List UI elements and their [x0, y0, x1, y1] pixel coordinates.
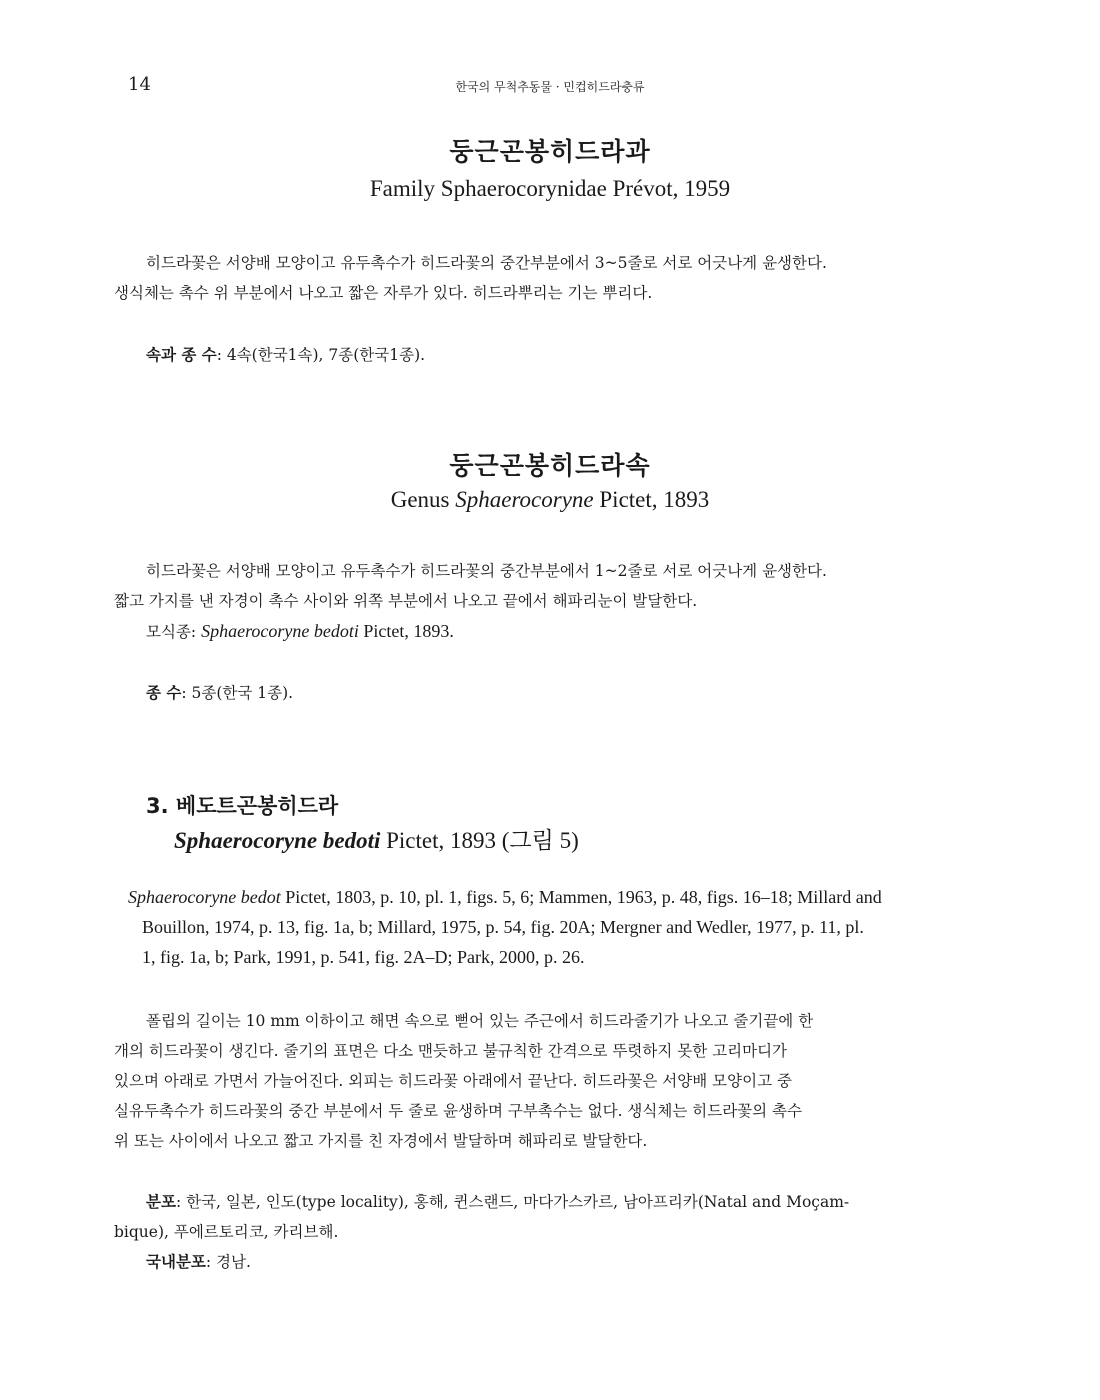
distribution-text: : 한국, 일본, 인도(type locality), 홍해, 퀸스랜드, 마다가스카르, 남아프리카(Natal and Moçam- — [175, 1193, 850, 1211]
synonymy-line-text: Pictet, 1803, p. 10, pl. 1, figs. 5, 6; Mammen, 1963, p. 48, figs. 16–18; Millard and — [280, 887, 882, 907]
genus-description — [114, 556, 976, 647]
genus-latin-prefix: Genus — [390, 487, 456, 512]
species-description-line: 폴립의 길이는 10 mm 이하이고 해면 속으로 뻗어 있는 주근에서 히드라줄기가 나오고 줄기끝에 한 — [146, 1012, 814, 1030]
synonymy — [128, 882, 978, 972]
species-latin-suffix: Pictet, 1893 (그림 5) — [380, 828, 579, 853]
distribution — [114, 1187, 976, 1277]
domestic-value: : 경남. — [205, 1253, 251, 1271]
species-description-line: 있으며 아래로 가면서 가늘어진다. 외피는 히드라꽃 아래에서 끝난다. 히드라꽃은 서양배 모양이고 중 — [114, 1072, 792, 1090]
species-korean-line — [146, 790, 579, 820]
genus-latin-suffix: Pictet, 1893 — [593, 487, 710, 512]
species-description-line: 위 또는 사이에서 나오고 짧고 가지를 친 자경에서 발달하며 해파리로 발달한다. — [114, 1132, 648, 1150]
distribution-line: bique), 푸에르토리코, 카리브해. — [114, 1223, 339, 1241]
family-description — [114, 248, 976, 308]
domestic-label: 국내분포 — [146, 1253, 206, 1271]
genus-latin-genus: Sphaerocoryne — [455, 487, 594, 512]
type-species — [114, 616, 976, 647]
family-description-line: 생식체는 촉수 위 부분에서 나오고 짧은 자루가 있다. 히드라뿌리는 기는 뿌리다. — [114, 284, 653, 302]
family-latin-name: Family Sphaerocorynidae Prévot, 1959 — [369, 176, 731, 201]
type-species-suffix: Pictet, 1893. — [358, 621, 454, 641]
family-korean-name: 둥근곤봉히드라과 — [449, 137, 651, 166]
family-count-value: : 4속(한국1속), 7종(한국1종). — [216, 346, 426, 364]
distribution-line — [114, 1187, 976, 1217]
family-description-line: 히드라꽃은 서양배 모양이고 유두촉수가 히드라꽃의 중간부분에서 3~5줄로 서로 어긋나게 윤생한다. — [146, 254, 827, 272]
species-heading — [146, 790, 579, 855]
domestic-distribution — [114, 1247, 976, 1277]
synonymy-line: Bouillon, 1974, p. 13, fig. 1a, b; Millard, 1975, p. 54, fig. 20A; Mergner and Wedler, 1977, p. 11, pl. — [142, 917, 864, 937]
genus-count-label: 종 수 — [146, 684, 182, 702]
genus-latin-name — [0, 487, 1100, 513]
species-description-line: 개의 히드라꽃이 생긴다. 줄기의 표면은 다소 맨듯하고 불규칙한 간격으로 뚜렷하지 못한 고리마디가 — [114, 1042, 788, 1060]
synonymy-line — [128, 882, 978, 912]
distribution-label: 분포 — [146, 1193, 176, 1211]
genus-count — [146, 681, 293, 703]
type-species-name: Sphaerocoryne bedoti — [201, 621, 359, 641]
genus-korean-name: 둥근곤봉히드라속 — [449, 451, 651, 480]
family-count-label: 속과 종 수 — [146, 346, 217, 364]
species-description-line: 실유두촉수가 히드라꽃의 중간 부분에서 두 줄로 윤생하며 구부촉수는 없다. 생식체는 히드라꽃의 촉수 — [114, 1102, 802, 1120]
species-description — [114, 1006, 976, 1156]
genus-count-value: : 5종(한국 1종). — [181, 684, 294, 702]
type-species-label: 모식종: — [146, 623, 202, 641]
species-korean-name: 베도트곤봉히드라 — [175, 794, 339, 818]
synonymy-line: 1, fig. 1a, b; Park, 1991, p. 541, fig. 2A–D; Park, 2000, p. 26. — [142, 947, 585, 967]
running-title: 한국의 무척추동물 · 민컵히드라충류 — [455, 80, 645, 94]
synonymy-lead: Sphaerocoryne bedot — [128, 887, 281, 907]
family-count — [146, 343, 425, 365]
genus-description-line: 짧고 가지를 낸 자경이 촉수 사이와 위쪽 부분에서 나오고 끝에서 해파리눈이 발달한다. — [114, 592, 698, 610]
species-latin-name: Sphaerocoryne bedoti — [174, 828, 381, 853]
species-latin-line — [146, 822, 579, 855]
genus-description-line: 히드라꽃은 서양배 모양이고 유두촉수가 히드라꽃의 중간부분에서 1~2줄로 서로 어긋나게 윤생한다. — [146, 562, 827, 580]
page-number: 14 — [128, 74, 151, 95]
species-number: 3. — [146, 794, 169, 818]
